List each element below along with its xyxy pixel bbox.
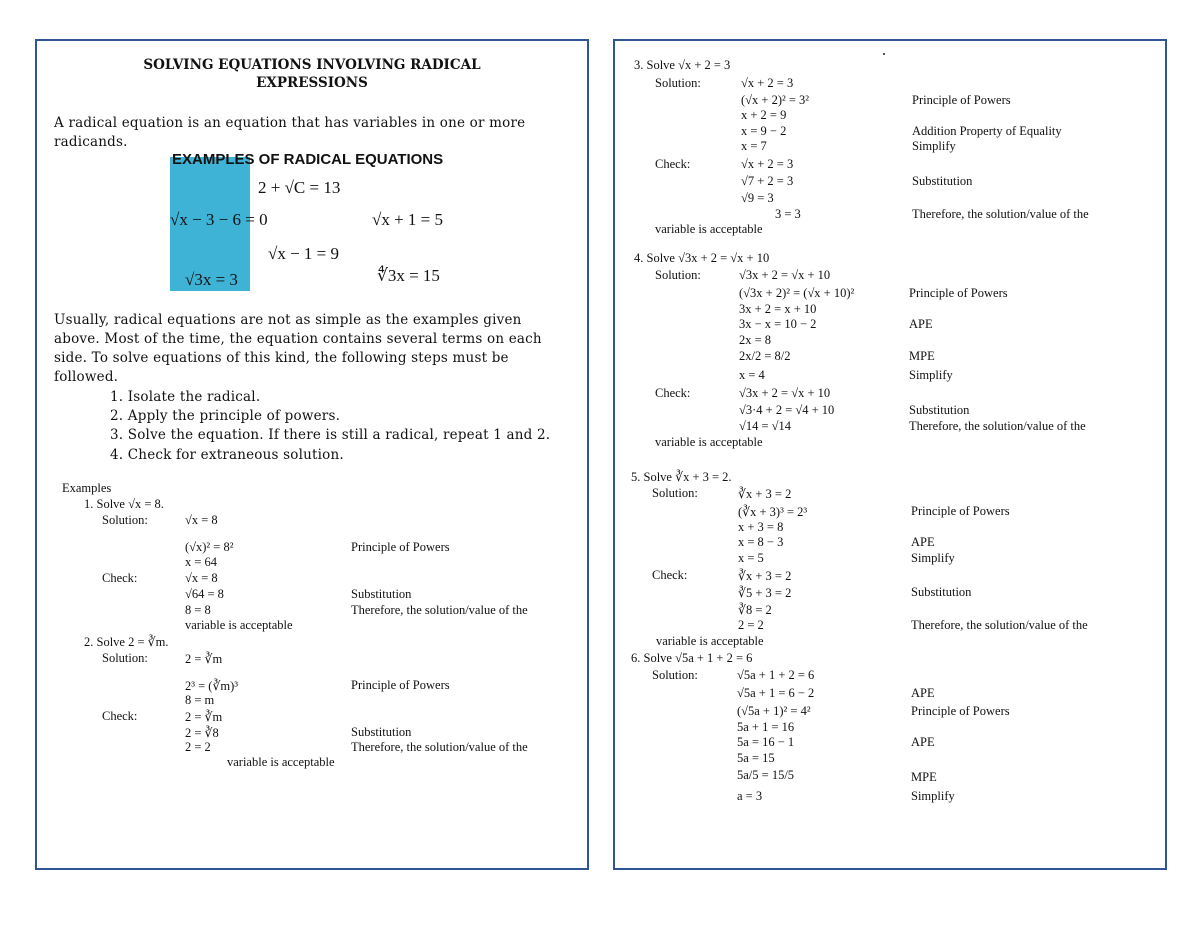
step-reason: Principle of Powers (351, 540, 450, 554)
para-line2: above. Most of the time, the equation contains several terms on each (54, 331, 542, 347)
step-item: 1. Isolate the radical. (110, 389, 261, 405)
conclusion-tail: variable is acceptable (227, 755, 335, 769)
step-reason: MPE (909, 349, 935, 363)
step-reason: APE (911, 735, 935, 749)
check-line: 2 = ∛8 (185, 726, 219, 740)
example-equation: √x − 1 = 9 (268, 244, 340, 263)
check-line: 8 = 8 (185, 603, 211, 617)
step-line: 8 = m (185, 693, 215, 707)
solution-label: Solution: (102, 513, 148, 527)
step-line: 3x − x = 10 − 2 (739, 317, 817, 331)
check-reason: Therefore, the solution/value of the (351, 603, 528, 617)
step-reason: APE (911, 535, 935, 549)
page-title-line1: SOLVING EQUATIONS INVOLVING RADICAL (143, 57, 481, 73)
step-line: √x + 2 = 3 (741, 76, 794, 90)
check-line: ∛x + 3 = 2 (738, 569, 792, 583)
step-line: ∛x + 3 = 2 (738, 487, 792, 501)
check-line: √7 + 2 = 3 (741, 174, 794, 188)
check-line: ∛8 = 2 (738, 603, 772, 617)
conclusion-tail: variable is acceptable (655, 435, 763, 449)
page-title-line2: EXPRESSIONS (256, 75, 368, 91)
step-line: a = 3 (737, 789, 763, 803)
check-line: √3x + 2 = √x + 10 (739, 386, 831, 400)
example-prompt: 1. Solve √x = 8. (84, 497, 164, 511)
solution-label: Solution: (652, 668, 698, 682)
step-line: (√x + 2)² = 3² (741, 93, 810, 107)
left-page (35, 39, 589, 870)
step-reason: Simplify (911, 789, 955, 803)
solution-label: Solution: (655, 76, 701, 90)
step-reason: Principle of Powers (912, 93, 1011, 107)
example-prompt: 2. Solve 2 = ∛m. (84, 635, 169, 649)
check-line: 2 = 2 (185, 740, 211, 754)
check-line: √x = 8 (185, 571, 218, 585)
right-page (613, 39, 1167, 870)
speck-mark (883, 53, 885, 55)
example-prompt: 6. Solve √5a + 1 + 2 = 6 (631, 651, 753, 665)
examples-label: Examples (62, 481, 112, 495)
intro-line2: radicands. (54, 134, 128, 150)
check-line: 3 = 3 (775, 207, 801, 221)
step-reason: APE (909, 317, 933, 331)
para-line1: Usually, radical equations are not as simple as the examples given (54, 312, 522, 328)
step-line: (√x)² = 8² (185, 540, 234, 554)
step-line: (∛x + 3)³ = 2³ (738, 505, 808, 519)
check-label: Check: (655, 386, 691, 400)
check-label: Check: (655, 157, 691, 171)
example-prompt: 4. Solve √3x + 2 = √x + 10 (634, 251, 770, 265)
conclusion-tail: variable is acceptable (656, 634, 764, 648)
step-reason: APE (911, 686, 935, 700)
example-equation: √x + 1 = 5 (372, 210, 444, 229)
conclusion-tail: variable is acceptable (655, 222, 763, 236)
check-line: 2 = ∛m (185, 710, 223, 724)
check-reason: Therefore, the solution/value of the (351, 740, 528, 754)
step-reason: Principle of Powers (351, 678, 450, 692)
check-reason: Substitution (911, 585, 972, 599)
solution-label: Solution: (652, 486, 698, 500)
para-line3: side. To solve equations of this kind, the following steps must be (54, 350, 509, 366)
check-label: Check: (102, 709, 138, 723)
step-line: x = 8 − 3 (738, 535, 784, 549)
step-reason: Principle of Powers (909, 286, 1008, 300)
step-line: 2 = ∛m (185, 652, 223, 666)
step-line: x = 4 (739, 368, 765, 382)
solution-label: Solution: (102, 651, 148, 665)
step-line: √x = 8 (185, 513, 218, 527)
check-line: √3·4 + 2 = √4 + 10 (739, 403, 835, 417)
step-line: 5a = 16 − 1 (737, 735, 795, 749)
step-line: x = 9 − 2 (741, 124, 787, 138)
step-line: 5a = 15 (737, 751, 775, 765)
example-prompt: 3. Solve √x + 2 = 3 (634, 58, 731, 72)
step-line: 2x/2 = 8/2 (739, 349, 791, 363)
example-equation: 2 + √C = 13 (258, 178, 341, 197)
check-reason: Substitution (351, 587, 412, 601)
check-line: √14 = √14 (739, 419, 792, 433)
examples-heading: EXAMPLES OF RADICAL EQUATIONS (172, 151, 444, 168)
check-line: √64 = 8 (185, 587, 224, 601)
example-prompt: 5. Solve ∛x + 3 = 2. (631, 470, 732, 484)
step-line: x = 7 (741, 139, 767, 153)
step-line: 2³ = (∛m)³ (185, 679, 239, 693)
check-label: Check: (652, 568, 688, 582)
check-reason: Therefore, the solution/value of the (911, 618, 1088, 632)
step-reason: Principle of Powers (911, 504, 1010, 518)
step-line: x = 5 (738, 551, 764, 565)
para-line4: followed. (54, 369, 119, 385)
conclusion-tail: variable is acceptable (185, 618, 293, 632)
step-item: 4. Check for extraneous solution. (110, 447, 344, 463)
step-item: 2. Apply the principle of powers. (110, 408, 341, 424)
example-equation: ∜3x = 15 (377, 266, 440, 285)
check-reason: Substitution (351, 725, 412, 739)
check-line: √x + 2 = 3 (741, 157, 794, 171)
example-equation: √3x = 3 (185, 270, 238, 289)
step-line: √3x + 2 = √x + 10 (739, 268, 831, 282)
step-line: (√5a + 1)² = 4² (737, 704, 811, 718)
intro-line1: A radical equation is an equation that has variables in one or more (54, 115, 526, 131)
step-reason: Principle of Powers (911, 704, 1010, 718)
check-reason: Therefore, the solution/value of the (912, 207, 1089, 221)
step-reason: Simplify (912, 139, 956, 153)
step-line: 5a + 1 = 16 (737, 720, 795, 734)
step-reason: MPE (911, 770, 937, 784)
step-line: x + 2 = 9 (741, 108, 787, 122)
check-reason: Therefore, the solution/value of the (909, 419, 1086, 433)
step-line: x = 64 (185, 555, 218, 569)
step-line: 5a/5 = 15/5 (737, 768, 795, 782)
step-line: 3x + 2 = x + 10 (739, 302, 817, 316)
solution-label: Solution: (655, 268, 701, 282)
step-line: √5a + 1 + 2 = 6 (737, 668, 815, 682)
check-line: √9 = 3 (741, 191, 774, 205)
step-line: 2x = 8 (739, 333, 772, 347)
check-line: ∛5 + 3 = 2 (738, 586, 792, 600)
check-label: Check: (102, 571, 138, 585)
step-item: 3. Solve the equation. If there is still a radical, repeat 1 and 2. (110, 427, 551, 443)
example-equation: √x − 3 − 6 = 0 (170, 210, 268, 229)
check-reason: Substitution (909, 403, 970, 417)
step-reason: Addition Property of Equality (912, 124, 1062, 138)
step-line: x + 3 = 8 (738, 520, 784, 534)
check-line: 2 = 2 (738, 618, 764, 632)
step-line: √5a + 1 = 6 − 2 (737, 686, 815, 700)
step-line: (√3x + 2)² = (√x + 10)² (739, 286, 855, 300)
check-reason: Substitution (912, 174, 973, 188)
step-reason: Simplify (911, 551, 955, 565)
step-reason: Simplify (909, 368, 953, 382)
